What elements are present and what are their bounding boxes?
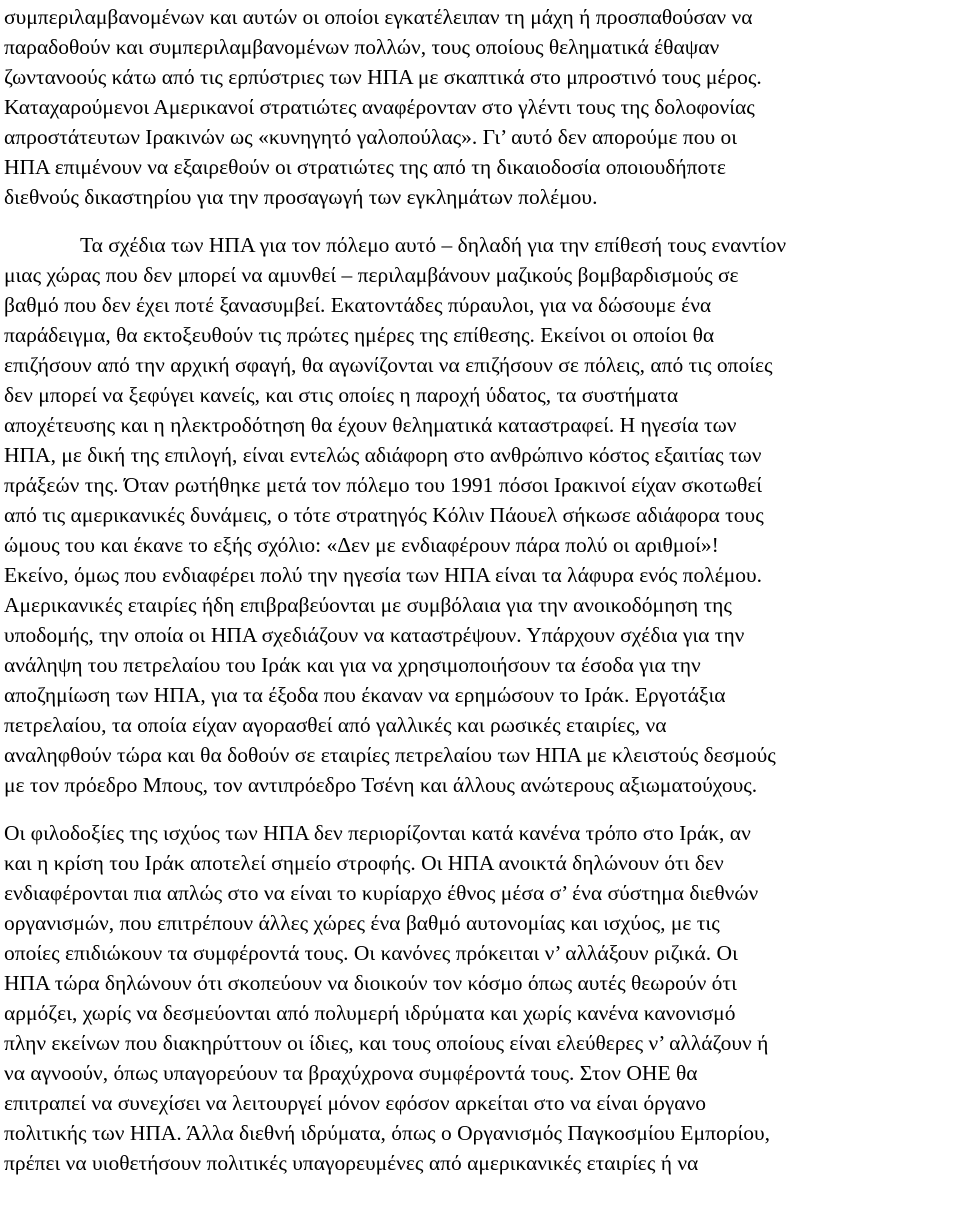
text-line: παράδειγμα, θα εκτοξευθούν τις πρώτες ημέρες της επίθεσης. Εκείνοι οι οποίοι θα (4, 323, 715, 347)
text-line: βαθμό που δεν έχει ποτέ ξανασυμβεί. Εκατοντάδες πύραυλοι, για να δώσουμε ένα (4, 293, 712, 317)
text-line: ΗΠΑ επιμένουν να εξαιρεθούν οι στρατιώτες της από τη δικαιοδοσία οποιουδήποτε (4, 155, 726, 179)
text-line: πρέπει να υιοθετήσουν πολιτικές υπαγορευμένες από αμερικανικές εταιρίες ή να (4, 1151, 699, 1175)
text-line: ενδιαφέρονται πια απλώς στο να είναι το κυρίαρχο έθνος μέσα σ’ ένα σύστημα διεθνών (4, 881, 759, 905)
text-line: ΗΠΑ τώρα δηλώνουν ότι σκοπεύουν να διοικούν τον κόσμο όπως αυτές θεωρούν ότι (4, 971, 737, 995)
text-line: Εκείνο, όμως που ενδιαφέρει πολύ την ηγεσία των ΗΠΑ είναι τα λάφυρα ενός πολέμου. (4, 563, 763, 587)
text-line: διεθνούς δικαστηρίου για την προσαγωγή των εγκλημάτων πολέμου. (4, 185, 598, 209)
text-line: πλην εκείνων που διακηρύττουν οι ίδιες, και τους οποίους είναι ελεύθερες ν’ αλλάζουν ή (4, 1031, 769, 1055)
text-line: Τα σχέδια των ΗΠΑ για τον πόλεμο αυτό – δηλαδή για την επίθεσή τους εναντίον (80, 233, 787, 257)
text-line: μιας χώρας που δεν μπορεί να αμυνθεί – περιλαμβάνουν μαζικούς βομβαρδισμούς σε (4, 263, 739, 287)
text-line: ΗΠΑ, με δική της επιλογή, είναι εντελώς αδιάφορη στο ανθρώπινο κόστος εξαιτίας των (4, 443, 762, 467)
text-line: Αμερικανικές εταιρίες ήδη επιβραβεύονται με συμβόλαια για την ανοικοδόμηση της (4, 593, 732, 617)
text-line: απροστάτευτων Ιρακινών ως «κυνηγητό γαλοπούλας». Γι’ αυτό δεν απορούμε που οι (4, 125, 738, 149)
text-line: από τις αμερικανικές δυνάμεις, ο τότε στρατηγός Κόλιν Πάουελ σήκωσε αδιάφορα τους (4, 503, 764, 527)
text-line: συμπεριλαμβανομένων και αυτών οι οποίοι εγκατέλειπαν τη μάχη ή προσπαθούσαν να (4, 5, 753, 29)
text-line: πράξεών της. Όταν ρωτήθηκε μετά τον πόλεμο του 1991 πόσοι Ιρακινοί είχαν σκοτωθεί (4, 473, 763, 497)
text-line: αναληφθούν τώρα και θα δοθούν σε εταιρίες πετρελαίου των ΗΠΑ με κλειστούς δεσμούς (4, 743, 776, 767)
text-line: δεν μπορεί να ξεφύγει κανείς, και στις οποίες η παροχή ύδατος, τα συστήματα (4, 383, 679, 407)
text-line: αρμόζει, χωρίς να δεσμεύονται από πολυμερή ιδρύματα και χωρίς κανένα κανονισμό (4, 1001, 736, 1025)
text-line: ώμους του και έκανε το εξής σχόλιο: «Δεν με ενδιαφέρουν πάρα πολύ οι αριθμοί»! (4, 533, 719, 557)
text-line: ανάληψη του πετρελαίου του Ιράκ και για να χρησιμοποιήσουν τα έσοδα για την (4, 653, 701, 677)
text-line: επιζήσουν από την αρχική σφαγή, θα αγωνίζονται να επιζήσουν σε πόλεις, από τις οποίες (4, 353, 773, 377)
text-line: να αγνοούν, όπως υπαγορεύουν τα βραχύχρονα συμφέροντά τους. Στον ΟΗΕ θα (4, 1061, 698, 1085)
text-line: πολιτικής των ΗΠΑ. Άλλα διεθνή ιδρύματα, όπως ο Οργανισμός Παγκοσμίου Εμπορίου, (4, 1121, 770, 1145)
text-line: πετρελαίου, τα οποία είχαν αγορασθεί από γαλλικές και ρωσικές εταιρίες, να (4, 713, 667, 737)
text-line: και η κρίση του Ιράκ αποτελεί σημείο στροφής. Οι ΗΠΑ ανοικτά δηλώνουν ότι δεν (4, 851, 724, 875)
text-line: αποζημίωση των ΗΠΑ, για τα έξοδα που έκαναν να ερημώσουν το Ιράκ. Εργοτάξια (4, 683, 726, 707)
text-line: οποίες επιδιώκουν τα συμφέροντά τους. Οι κανόνες πρόκειται ν’ αλλάξουν ριζικά. Οι (4, 941, 738, 965)
document-page (4, 0, 956, 1215)
text-line: Οι φιλοδοξίες της ισχύος των ΗΠΑ δεν περιορίζονται κατά κανένα τρόπο στο Ιράκ, αν (4, 821, 751, 845)
text-line: με τον πρόεδρο Μπους, τον αντιπρόεδρο Τσένη και άλλους ανώτερους αξιωματούχους. (4, 773, 758, 797)
text-line: παραδοθούν και συμπεριλαμβανομένων πολλών, τους οποίους θεληματικά έθαψαν (4, 35, 720, 59)
text-line: ζωντανοούς κάτω από τις ερπύστριες των ΗΠΑ με σκαπτικά στο μπροστινό τους μέρος. (4, 65, 762, 89)
text-line: υποδομής, την οποία οι ΗΠΑ σχεδιάζουν να καταστρέψουν. Υπάρχουν σχέδια για την (4, 623, 745, 647)
text-line: οργανισμών, που επιτρέπουν άλλες χώρες ένα βαθμό αυτονομίας και ισχύος, με τις (4, 911, 720, 935)
text-line: Καταχαρούμενοι Αμερικανοί στρατιώτες αναφέρονταν στο γλέντι τους της δολοφονίας (4, 95, 755, 119)
text-line: επιτραπεί να συνεχίσει να λειτουργεί μόνον εφόσον αρκείται στο να είναι όργανο (4, 1091, 707, 1115)
text-line: αποχέτευσης και η ηλεκτροδότηση θα έχουν θεληματικά καταστραφεί. Η ηγεσία των (4, 413, 737, 437)
